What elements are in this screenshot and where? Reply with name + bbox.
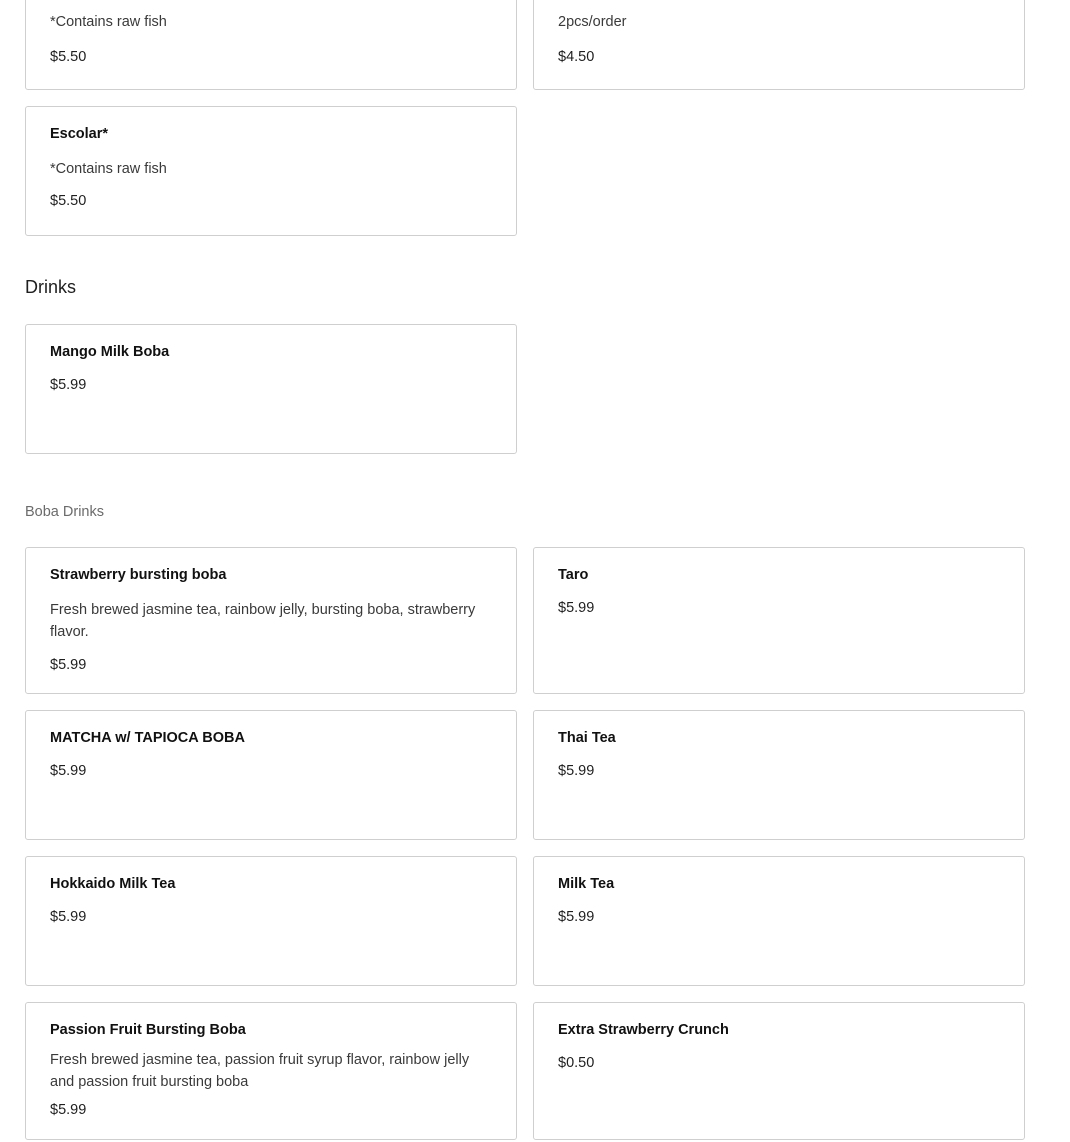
- item-name: Escolar*: [50, 126, 109, 142]
- item-price: $5.99: [50, 1102, 87, 1118]
- menu-item-card[interactable]: [25, 856, 517, 986]
- menu-item-card[interactable]: [533, 547, 1025, 694]
- item-price: $5.99: [50, 909, 87, 925]
- section-title-drinks: Drinks: [25, 277, 77, 297]
- item-price: $5.99: [50, 377, 87, 393]
- item-price: $4.50: [558, 49, 595, 65]
- menu-item-card[interactable]: [533, 856, 1025, 986]
- menu-item-card-escolar[interactable]: [25, 106, 517, 236]
- item-name: Passion Fruit Bursting Boba: [50, 1022, 246, 1038]
- item-name: Extra Strawberry Crunch: [558, 1022, 729, 1038]
- item-name: Mango Milk Boba: [50, 344, 170, 360]
- item-price: $5.99: [558, 909, 595, 925]
- menu-item-card[interactable]: [533, 0, 1025, 90]
- section-title-boba-drinks: Boba Drinks: [25, 504, 104, 520]
- item-name: Milk Tea: [558, 876, 615, 892]
- item-price: $5.99: [558, 763, 595, 779]
- item-description: 2pcs/order: [558, 14, 627, 30]
- item-price: $5.99: [50, 657, 87, 673]
- item-description: Fresh brewed jasmine tea, passion fruit syrup flavor, rainbow jelly and passion fruit bursting boba: [50, 1052, 470, 1090]
- menu-item-card[interactable]: [25, 324, 517, 454]
- item-price: $5.99: [50, 763, 87, 779]
- menu-item-card[interactable]: [25, 0, 517, 90]
- item-description: *Contains raw fish: [50, 14, 167, 30]
- item-description: Fresh brewed jasmine tea, rainbow jelly, bursting boba, strawberry flavor.: [50, 602, 476, 640]
- menu-item-card[interactable]: [533, 710, 1025, 840]
- item-price: $5.50: [50, 193, 87, 209]
- item-name: MATCHA w/ TAPIOCA BOBA: [50, 730, 245, 746]
- menu-item-card[interactable]: [25, 547, 517, 694]
- menu-item-card[interactable]: [25, 710, 517, 840]
- item-name: Strawberry bursting boba: [50, 567, 227, 583]
- menu-item-card[interactable]: [533, 1002, 1025, 1140]
- item-name: Thai Tea: [558, 730, 616, 746]
- item-description: *Contains raw fish: [50, 161, 167, 177]
- item-price: $5.99: [558, 600, 595, 616]
- menu-item-card[interactable]: [25, 1002, 517, 1140]
- item-price: $5.50: [50, 49, 87, 65]
- item-name: Taro: [558, 567, 589, 583]
- item-name: Hokkaido Milk Tea: [50, 876, 176, 892]
- item-price: $0.50: [558, 1055, 595, 1071]
